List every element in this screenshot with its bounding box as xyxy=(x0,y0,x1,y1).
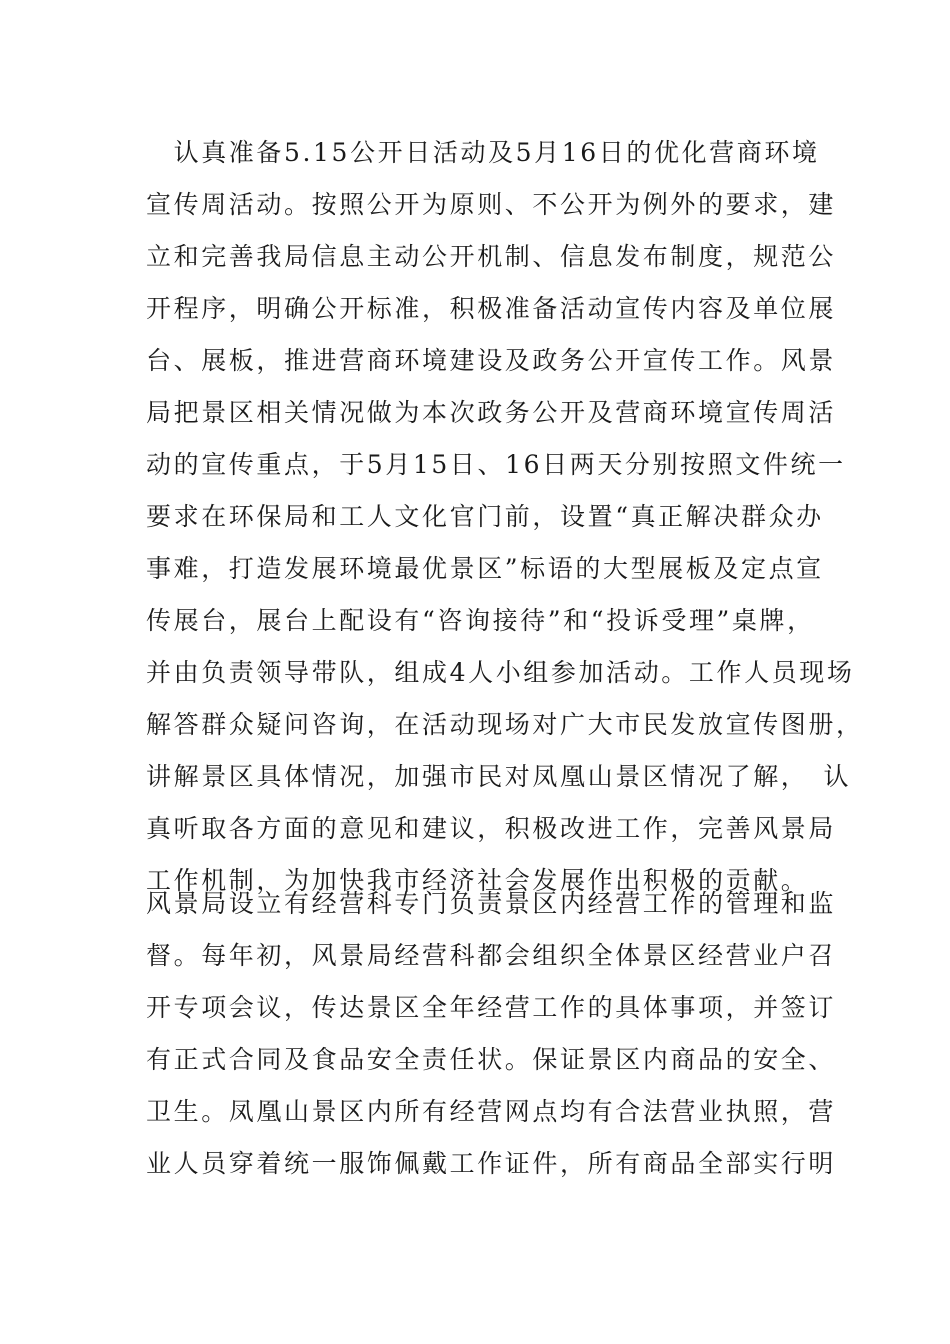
text-line: 局把景区相关情况做为本次政务公开及营商环境宣传周活 xyxy=(146,398,837,427)
text-line: 宣传周活动。按照公开为原则、不公开为例外的要求，建 xyxy=(146,190,837,219)
text-line: 台、展板，推进营商环境建设及政务公开宣传工作。风景 xyxy=(146,346,837,375)
text-line: 工作机制，为加快我市经济社会发展作出积极的贡献。 xyxy=(146,866,809,895)
text-line: 认真准备5.15公开日活动及5月16日的优化营商环境 xyxy=(146,138,820,167)
text-line: 督。每年初，风景局经营科都会组织全体景区经营业户召 xyxy=(146,941,837,970)
text-line: 卫生。凤凰山景区内所有经营网点均有合法营业执照，营 xyxy=(146,1097,837,1126)
text-line: 立和完善我局信息主动公开机制、信息发布制度，规范公 xyxy=(146,242,837,271)
text-line: 有正式合同及食品安全责任状。保证景区内商品的安全、 xyxy=(146,1045,837,1074)
text-line: 要求在环保局和工人文化官门前，设置“真正解决群众办 xyxy=(146,502,824,531)
text-line: 业人员穿着统一服饰佩戴工作证件，所有商品全部实行明 xyxy=(146,1149,837,1178)
text-line: 动的宣传重点，于5月15日、16日两天分别按照文件统一 xyxy=(146,450,846,479)
text-line: 真听取各方面的意见和建议，积极改进工作，完善风景局 xyxy=(146,814,837,843)
text-line: 开专项会议，传达景区全年经营工作的具体事项，并签订 xyxy=(146,993,837,1022)
text-line: 解答群众疑问咨询，在活动现场对广大市民发放宣传图册， xyxy=(146,710,864,739)
text-line: 开程序，明确公开标准，积极准备活动宣传内容及单位展 xyxy=(146,294,837,323)
paragraph-1 xyxy=(146,127,864,907)
text-line: 传展台，展台上配设有“咨询接待”和“投诉受理”桌牌， xyxy=(146,606,815,635)
text-line: 风景局设立有经营科专门负责景区内经营工作的管理和监 xyxy=(146,889,837,918)
paragraph-2 xyxy=(146,878,837,1190)
text-line: 讲解景区具体情况，加强市民对凤凰山景区情况了解， 认 xyxy=(146,762,852,791)
text-line: 并由负责领导带队，组成4人小组参加活动。工作人员现场 xyxy=(146,658,855,687)
text-line: 事难，打造发展环境最优景区”标语的大型展板及定点宣 xyxy=(146,554,824,583)
